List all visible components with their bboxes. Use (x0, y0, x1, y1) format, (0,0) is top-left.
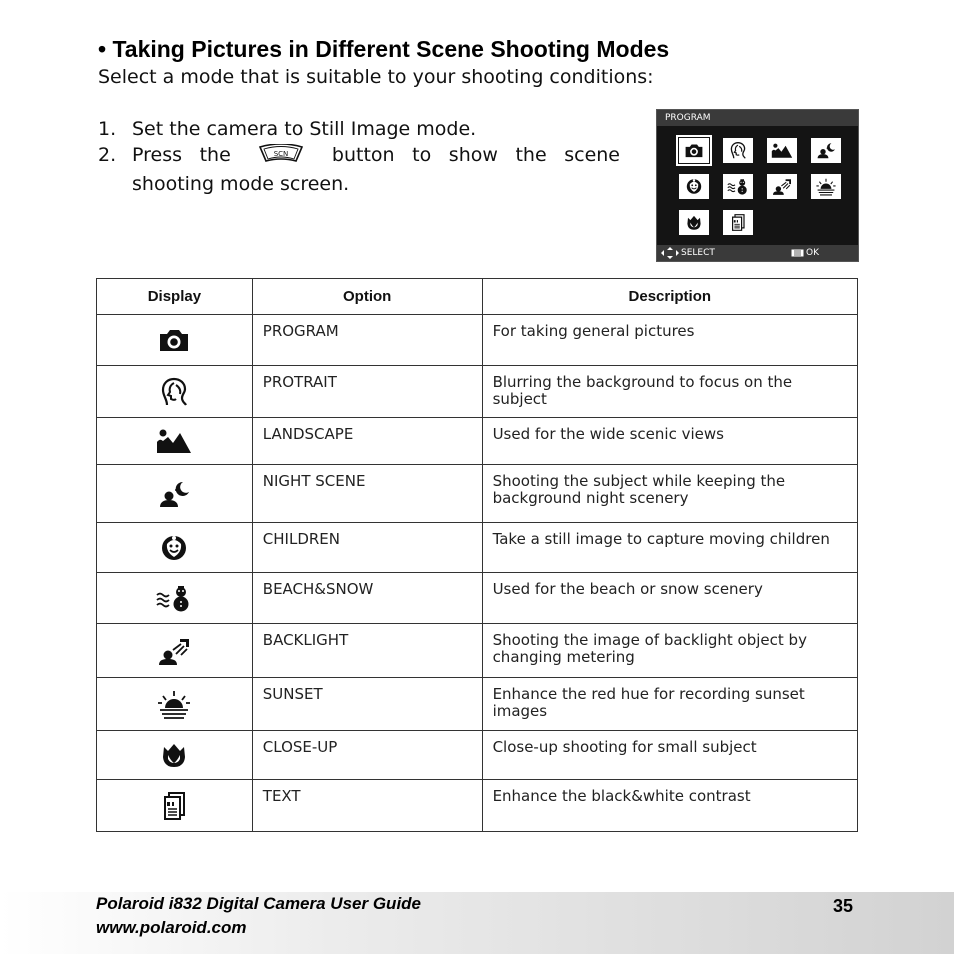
children-icon (154, 532, 194, 564)
description-cell: For taking general pictures (482, 315, 857, 366)
dpad-icon (661, 247, 679, 259)
set-button-icon (791, 249, 804, 257)
option-cell: CLOSE-UP (252, 731, 482, 780)
sunset-icon (814, 176, 838, 197)
option-cell: TEXT (252, 780, 482, 832)
page-footer (0, 892, 954, 954)
table-row (97, 418, 858, 465)
step-number: 1. (98, 118, 117, 140)
description-cell: Blurring the background to focus on the subject (482, 366, 857, 418)
landscape-icon (770, 140, 794, 161)
table-row (97, 315, 858, 366)
night-scene-icon (154, 478, 194, 510)
footer-url: www.polaroid.com (96, 918, 247, 937)
page-number: 35 (833, 896, 854, 916)
lcd-mode-tile[interactable] (679, 210, 709, 235)
display-cell (97, 523, 253, 573)
display-cell (97, 624, 253, 678)
description-cell: Enhance the red hue for recording sunset images (482, 678, 857, 731)
beach-snow-icon (154, 582, 194, 614)
table-row (97, 573, 858, 624)
camera-lcd-screenshot (656, 109, 859, 262)
table-row (97, 523, 858, 573)
step-1 (98, 116, 620, 142)
table-row (97, 465, 858, 523)
lcd-mode-tile[interactable] (767, 138, 797, 163)
option-cell: BEACH&SNOW (252, 573, 482, 624)
header-description: Description (482, 279, 857, 315)
description-cell: Enhance the black&white contrast (482, 780, 857, 832)
step-text-before: Press the (132, 144, 231, 166)
step-2 (98, 142, 620, 197)
option-cell: PROGRAM (252, 315, 482, 366)
display-cell (97, 418, 253, 465)
lcd-select-label: SELECT (681, 248, 715, 258)
instruction-steps (98, 116, 620, 197)
svg-text:SCN: SCN (274, 150, 289, 158)
description-cell: Shooting the subject while keeping the background night scenery (482, 465, 857, 523)
lcd-ok-label: OK (806, 248, 819, 258)
table-row (97, 678, 858, 731)
close-up-icon (154, 739, 194, 771)
section-subtitle: Select a mode that is suitable to your shooting conditions: (98, 66, 654, 88)
table-row (97, 731, 858, 780)
section-title: • Taking Pictures in Different Scene Shooting Modes (98, 36, 670, 62)
lcd-mode-header: PROGRAM (657, 110, 858, 126)
description-cell: Shooting the image of backlight object by changing metering (482, 624, 857, 678)
step-text: Set the camera to Still Image mode. (132, 118, 477, 140)
lcd-mode-tile[interactable] (723, 138, 753, 163)
lcd-select-hint (661, 245, 715, 261)
lcd-mode-tile[interactable] (723, 210, 753, 235)
lcd-mode-tile[interactable] (767, 174, 797, 199)
description-cell: Used for the beach or snow scenery (482, 573, 857, 624)
backlight-icon (770, 176, 794, 197)
display-cell (97, 780, 253, 832)
option-cell: PROTRAIT (252, 366, 482, 418)
option-cell: LANDSCAPE (252, 418, 482, 465)
table-row (97, 780, 858, 832)
step-number: 2. (98, 144, 117, 166)
description-cell: Close-up shooting for small subject (482, 731, 857, 780)
lcd-mode-tile[interactable] (679, 138, 709, 163)
display-cell (97, 573, 253, 624)
landscape-icon (154, 425, 194, 457)
display-cell (97, 678, 253, 731)
lcd-mode-tile[interactable] (679, 174, 709, 199)
night-scene-icon (814, 140, 838, 161)
description-cell: Used for the wide scenic views (482, 418, 857, 465)
beach-snow-icon (726, 176, 750, 197)
header-display: Display (97, 279, 253, 315)
display-cell (97, 315, 253, 366)
portrait-icon (154, 376, 194, 408)
option-cell: BACKLIGHT (252, 624, 482, 678)
table-row (97, 624, 858, 678)
description-cell: Take a still image to capture moving children (482, 523, 857, 573)
program-icon (154, 324, 194, 356)
option-cell: CHILDREN (252, 523, 482, 573)
lcd-ok-hint (791, 245, 819, 261)
step-text (132, 142, 620, 197)
display-cell (97, 465, 253, 523)
text-icon (726, 212, 750, 233)
program-icon (682, 140, 706, 161)
display-cell (97, 731, 253, 780)
sunset-icon (154, 688, 194, 720)
header-option: Option (252, 279, 482, 315)
lcd-mode-tile[interactable] (723, 174, 753, 199)
scn-button-icon (258, 144, 304, 171)
lcd-mode-tile[interactable] (811, 138, 841, 163)
children-icon (682, 176, 706, 197)
display-cell (97, 366, 253, 418)
option-cell: SUNSET (252, 678, 482, 731)
close-up-icon (682, 212, 706, 233)
text-icon (154, 790, 194, 822)
table-row (97, 366, 858, 418)
table-header-row (97, 279, 858, 315)
backlight-icon (154, 635, 194, 667)
lcd-mode-tile[interactable] (811, 174, 841, 199)
lcd-footer (657, 245, 858, 261)
scene-modes-table (96, 278, 858, 832)
option-cell: NIGHT SCENE (252, 465, 482, 523)
portrait-icon (726, 140, 750, 161)
footer-guide-title: Polaroid i832 Digital Camera User Guide (96, 894, 422, 913)
step-text-after: button to show the scene shooting mode screen. (132, 144, 620, 195)
